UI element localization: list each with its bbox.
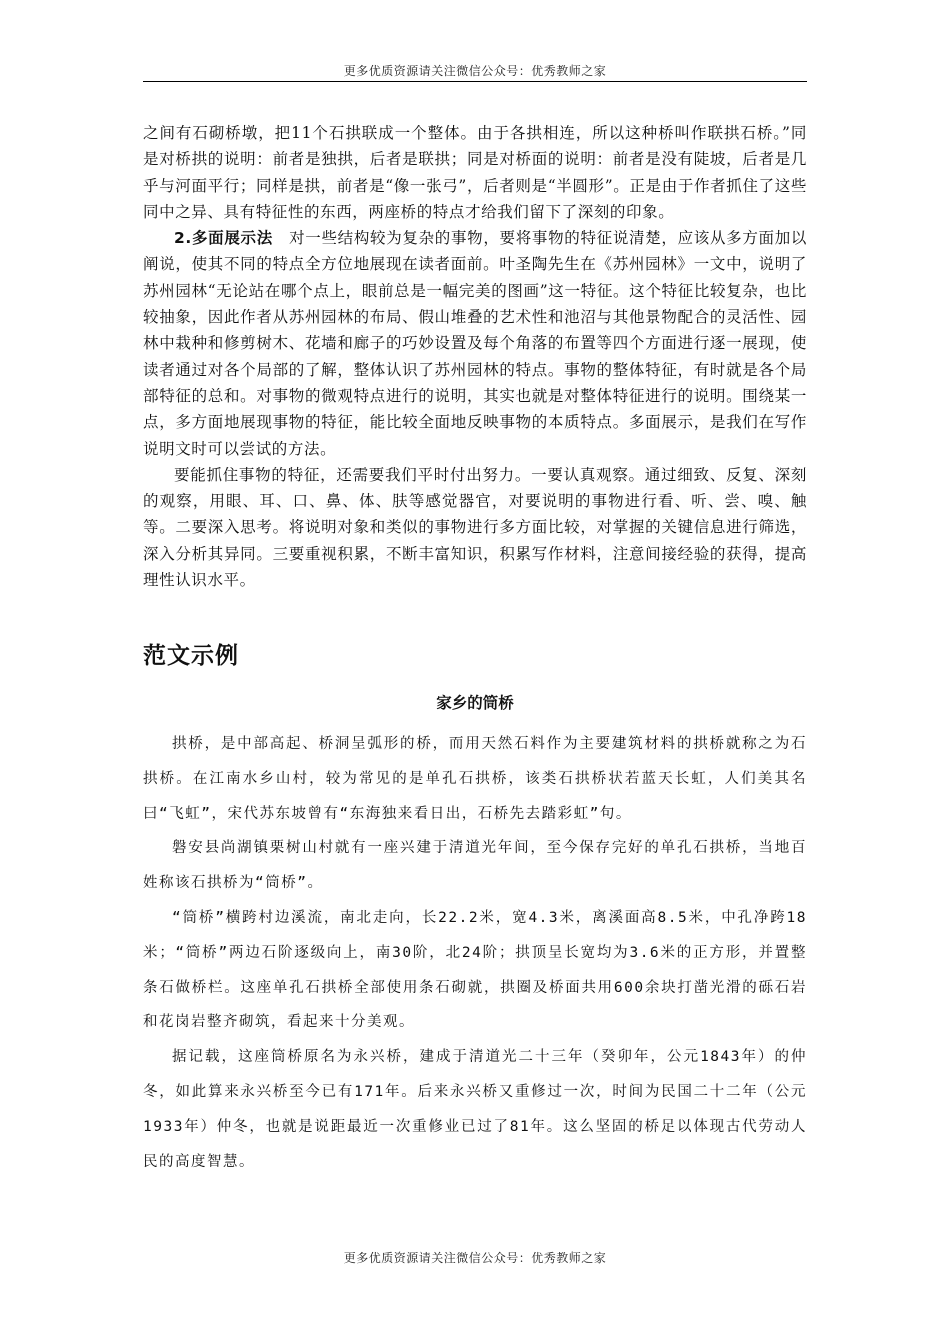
- essay-paragraph-1: 拱桥，是中部高起、桥洞呈弧形的桥，而用天然石料作为主要建筑材料的拱桥就称之为石拱桥。在江南水乡山村，较为常见的是单孔石拱桥，该类石拱桥状若蓝天长虹，人们美其名曰“飞虹”，宋代苏东坡曾有“东海独来看日出，石桥先去踏彩虹”句。: [143, 736, 807, 822]
- essay-paragraph-4: 据记载，这座筒桥原名为永兴桥，建成于清道光二十三年（癸卯年，公元1843年）的仲冬，如此算来永兴桥至今已有171年。后来永兴桥又重修过一次，时间为民国二十二年（公元1933年）仲冬，也就是说距最近一次重修业已过了81年。这么坚固的桥足以体现古代劳动人民的高度智慧。: [143, 1049, 807, 1170]
- body-paragraph-2-text: 对一些结构较为复杂的事物，要将事物的特征说清楚，应该从多方面加以阐说，使其不同的特点全方位地展现在读者面前。叶圣陶先生在《苏州园林》一文中，说明了苏州园林“无论站在哪个点上，眼前总是一幅完美的图画”这一特征。这个特征比较复杂，也比较抽象，因此作者从苏州园林的布局、假山堆叠的艺术性和池沼与其他景物配合的灵活性、园林中栽种和修剪树木、花墙和廊子的巧妙设置及每个角落的布置等四个方面进行逐一展现，使读者通过对各个局部的了解，整体认识了苏州园林的特点。事物的整体特征，有时就是各个局部特征的总和。对事物的微观特点进行的说明，其实也就是对整体特征进行的说明。围绕某一点，多方面地展现事物的特征，能比较全面地反映事物的本质特点。多面展示，是我们在写作说明文时可以尝试的方法。: [143, 229, 807, 458]
- essay-paragraph-3: “筒桥”横跨村边溪流，南北走向，长22.2米，宽4.3米，离溪面高8.5米，中孔净跨18米；“筒桥”两边石阶逐级向上，南30阶，北24阶；拱顶呈长宽均为3.6米的正方形，并置整条石做桥栏。这座单孔石拱桥全部使用条石砌就，拱圈及桥面共用600余块打凿光滑的砾石岩和花岗岩整齐砌筑，看起来十分美观。: [143, 909, 807, 1031]
- page-header: 更多优质资源请关注微信公众号：优秀教师之家: [343, 64, 607, 78]
- body-paragraph-1: 之间有石砌桥墩，把11个石拱联成一个整体。由于各拱相连，所以这种桥叫作联拱石桥。”同是对桥拱的说明：前者是独拱，后者是联拱；同是对桥面的说明：前者是没有陡坡，后者是几乎与河面平行；同样是拱，前者是“像一张弓”，后者则是“半圆形”。正是由于作者抓住了这些同中之异、具有特征性的东西，两座桥的特点才给我们留下了深刻的印象。: [143, 124, 807, 221]
- section-title: 范文示例: [143, 643, 239, 669]
- body-text: [143, 120, 807, 593]
- essay-body: [143, 727, 807, 1179]
- body-paragraph-3: 要能抓住事物的特征，还需要我们平时付出努力。一要认真观察。通过细致、反复、深刻的观察，用眼、耳、口、鼻、体、肤等感觉器官，对要说明的事物进行看、听、尝、嗅、触等。二要深入思考。将说明对象和类似的事物进行多方面比较，对掌握的关键信息进行筛选，深入分析其异同。三要重视积累，不断丰富知识，积累写作材料，注意间接经验的获得，提高理性认识水平。: [143, 465, 807, 590]
- essay-title: 家乡的筒桥: [436, 694, 514, 712]
- method-heading: 2.多面展示法: [174, 229, 273, 248]
- header-rule: [143, 81, 807, 82]
- page-footer: 更多优质资源请关注微信公众号：优秀教师之家: [343, 1251, 607, 1265]
- body-paragraph-2: [143, 225, 807, 462]
- essay-paragraph-2: 磐安县尚湖镇栗树山村就有一座兴建于清道光年间，至今保存完好的单孔石拱桥，当地百姓称该石拱桥为“筒桥”。: [143, 840, 807, 892]
